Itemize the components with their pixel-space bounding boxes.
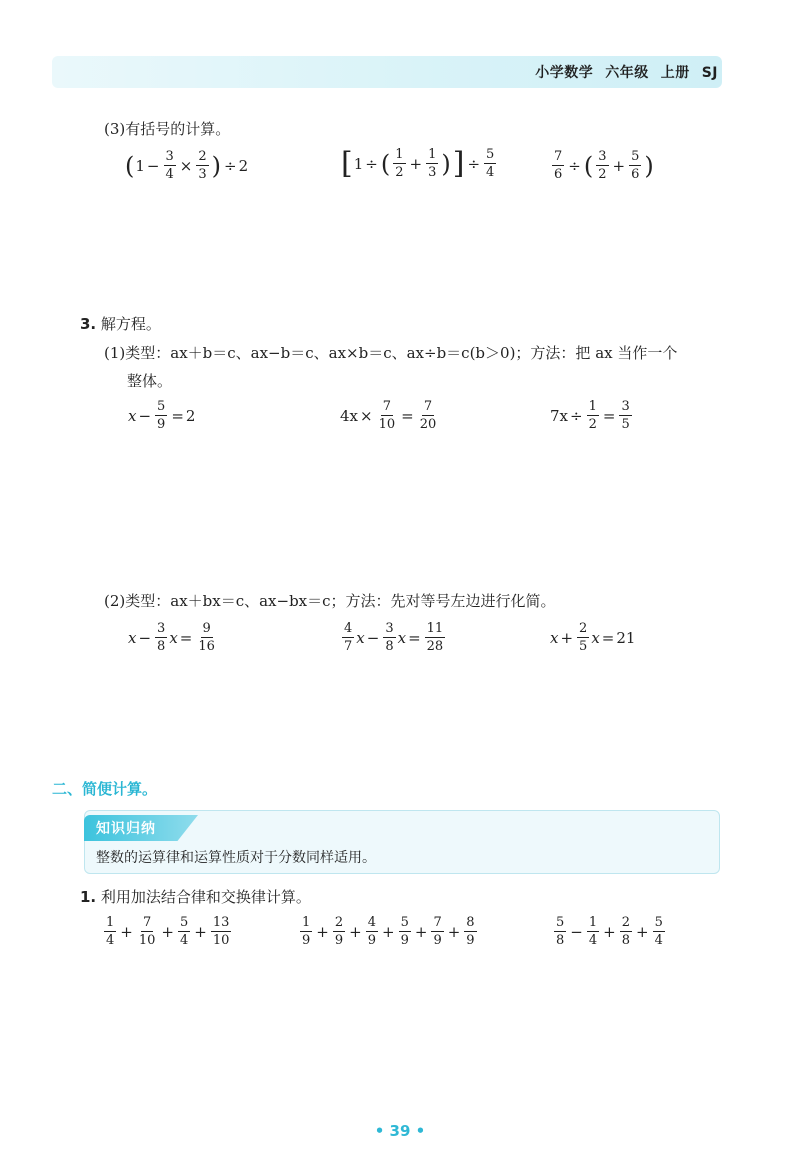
operator: = <box>601 628 615 647</box>
bracket-close: ] <box>452 145 465 181</box>
denominator: 9 <box>157 417 166 432</box>
operator: − <box>570 922 583 941</box>
denominator: 8 <box>157 639 166 654</box>
fraction <box>137 916 158 947</box>
fraction <box>596 150 608 181</box>
numerator: 1 <box>106 915 115 930</box>
operator: + <box>560 628 574 647</box>
variable: x <box>356 628 365 647</box>
part3-problem-3 <box>550 150 655 181</box>
fraction <box>619 400 631 431</box>
denominator: 9 <box>302 933 311 948</box>
denominator: 28 <box>426 639 444 654</box>
fraction <box>196 622 217 653</box>
numerator: 2 <box>198 149 207 164</box>
denominator: 16 <box>198 639 215 654</box>
numerator: 5 <box>631 149 640 164</box>
fraction <box>342 622 354 653</box>
fraction <box>164 150 176 181</box>
numerator: 9 <box>202 621 211 636</box>
term: 7x <box>550 406 569 425</box>
denominator: 4 <box>179 933 189 948</box>
numerator: 5 <box>179 915 189 930</box>
denominator: 5 <box>579 639 588 654</box>
q1-problem-2 <box>298 916 479 947</box>
numerator: 3 <box>621 399 630 414</box>
fraction <box>418 400 439 431</box>
numerator: 2 <box>621 915 630 930</box>
denominator: 2 <box>598 167 607 182</box>
paren-open: ( <box>125 151 135 180</box>
operator: − <box>146 156 160 175</box>
denominator: 10 <box>212 933 230 948</box>
q3-type1-problem-1 <box>128 400 195 431</box>
operator: + <box>612 156 626 175</box>
denominator: 5 <box>621 417 630 432</box>
numerator: 5 <box>157 399 166 414</box>
q1-title: 利用加法结合律和交换律计算。 <box>100 888 311 906</box>
numerator: 1 <box>302 915 311 930</box>
q3-type2-label: (2)类型：ax＋bx＝c、ax−bx＝c；方法：先对等号左边进行化简。 <box>104 592 556 610</box>
denominator: 10 <box>378 417 396 432</box>
fraction <box>399 916 411 947</box>
operator: + <box>636 922 649 941</box>
q3-type2-problem-3 <box>550 622 635 653</box>
denominator: 4 <box>165 167 174 182</box>
operator: ÷ <box>568 156 581 175</box>
fraction <box>155 622 167 653</box>
numerator: 4 <box>344 621 353 636</box>
operator: + <box>409 154 423 173</box>
operator: − <box>366 628 380 647</box>
denominator: 9 <box>466 933 475 948</box>
operator: = <box>179 628 193 647</box>
q3-type2-problem-1 <box>128 622 219 653</box>
q3-heading <box>80 313 161 334</box>
numerator: 4 <box>367 915 376 930</box>
operator: × <box>360 406 373 425</box>
variable: x <box>591 628 600 647</box>
paren-open: ( <box>583 151 594 180</box>
fraction <box>653 916 665 947</box>
knowledge-tab-label: 知识归纳 <box>96 821 156 837</box>
q3-title: 解方程。 <box>100 315 161 333</box>
header-volume: 上册 <box>660 65 690 81</box>
header-title <box>523 62 718 82</box>
denominator: 6 <box>554 167 563 182</box>
q1-problem-3 <box>552 916 667 947</box>
number: 2 <box>185 406 196 425</box>
numerator: 7 <box>142 915 152 930</box>
fraction <box>484 148 496 179</box>
page-number: • 39 • <box>374 1122 426 1140</box>
q3-type2-problem-2 <box>340 622 447 653</box>
fraction <box>104 916 116 947</box>
bracket-open: [ <box>341 145 353 181</box>
fraction <box>552 150 564 181</box>
numerator: 3 <box>598 149 607 164</box>
fraction <box>554 916 566 947</box>
fraction <box>431 916 443 947</box>
fraction <box>196 150 208 181</box>
fraction <box>426 148 438 179</box>
header-subject: 小学数学 <box>535 65 594 81</box>
q3-number: 3. <box>80 315 97 333</box>
fraction <box>629 150 641 181</box>
numerator: 2 <box>334 915 344 930</box>
q1-heading <box>80 886 311 907</box>
denominator: 20 <box>419 417 437 432</box>
denominator: 9 <box>433 933 442 948</box>
denominator: 4 <box>588 933 598 948</box>
operator: ÷ <box>570 406 583 425</box>
q3-type1-label: (1)类型：ax＋b＝c、ax−b＝c、ax×b＝c、ax÷b＝c(b＞0)；方法：把 ax 当作一个 <box>104 344 678 362</box>
numerator: 5 <box>556 915 565 930</box>
paren-open: ( <box>380 149 391 178</box>
q1-number: 1. <box>80 888 97 906</box>
section2-title: 二、简便计算。 <box>52 780 158 798</box>
q1-problem-1 <box>102 916 233 947</box>
operator: + <box>414 922 428 941</box>
operator: = <box>602 406 616 425</box>
denominator: 2 <box>588 417 597 432</box>
fraction <box>178 916 190 947</box>
numerator: 1 <box>395 147 404 162</box>
denominator: 8 <box>556 933 565 948</box>
denominator: 4 <box>106 933 115 948</box>
denominator: 4 <box>654 933 663 948</box>
part3-problem-2 <box>340 145 498 181</box>
header-edition: SJ <box>701 65 718 81</box>
operator: − <box>138 406 152 425</box>
variable: x <box>550 628 559 647</box>
numerator: 1 <box>588 915 598 930</box>
numerator: 7 <box>382 399 391 414</box>
q3-type1-problem-2 <box>340 400 440 431</box>
fraction <box>620 916 632 947</box>
number: 21 <box>616 628 636 647</box>
number: 2 <box>238 156 249 175</box>
operator: = <box>401 406 414 425</box>
number: 1 <box>135 156 145 175</box>
fraction <box>377 400 398 431</box>
operator: + <box>382 922 395 941</box>
numerator: 3 <box>165 149 174 164</box>
paren-close: ) <box>644 151 654 180</box>
numerator: 5 <box>400 915 409 930</box>
denominator: 10 <box>138 933 156 948</box>
q3-type1-label-cont: 整体。 <box>127 372 173 390</box>
fraction <box>587 916 599 947</box>
paren-close: ) <box>211 151 222 180</box>
variable: x <box>128 628 137 647</box>
term: 4x <box>340 406 359 425</box>
paren-close: ) <box>441 149 451 178</box>
numerator: 7 <box>423 399 433 414</box>
header-grade: 六年级 <box>605 65 649 81</box>
numerator: 1 <box>588 399 597 414</box>
operator: ÷ <box>467 154 481 173</box>
knowledge-text: 整数的运算律和运算性质对于分数同样适用。 <box>96 850 376 866</box>
operator: + <box>194 922 207 941</box>
operator: + <box>316 922 329 941</box>
numerator: 7 <box>554 149 563 164</box>
operator: + <box>349 922 362 941</box>
variable: x <box>169 628 178 647</box>
denominator: 4 <box>486 165 495 180</box>
denominator: 8 <box>621 933 630 948</box>
denominator: 3 <box>198 167 207 182</box>
fraction <box>155 400 167 431</box>
operator: ÷ <box>365 154 378 173</box>
numerator: 3 <box>385 621 394 636</box>
q3-type1-problem-3 <box>550 400 634 431</box>
denominator: 9 <box>334 933 344 948</box>
fraction <box>587 400 599 431</box>
numerator: 5 <box>654 915 663 930</box>
operator: + <box>603 922 616 941</box>
denominator: 9 <box>400 933 409 948</box>
fraction <box>577 622 589 653</box>
denominator: 6 <box>631 167 640 182</box>
denominator: 8 <box>385 639 394 654</box>
part3-label: (3)有括号的计算。 <box>104 120 231 138</box>
operator: = <box>408 628 421 647</box>
denominator: 9 <box>367 933 376 948</box>
fraction <box>333 916 345 947</box>
numerator: 3 <box>157 621 166 636</box>
numerator: 13 <box>212 915 230 930</box>
operator: ÷ <box>224 156 237 175</box>
operator: + <box>161 922 174 941</box>
fraction <box>300 916 312 947</box>
operator: + <box>120 922 133 941</box>
operator: + <box>447 922 461 941</box>
numerator: 7 <box>433 915 442 930</box>
number: 1 <box>353 154 364 173</box>
variable: x <box>128 406 137 425</box>
denominator: 2 <box>395 165 404 180</box>
fraction <box>383 622 395 653</box>
fraction <box>464 916 476 947</box>
numerator: 5 <box>486 147 495 162</box>
denominator: 3 <box>428 165 437 180</box>
numerator: 11 <box>426 621 444 636</box>
fraction <box>425 622 446 653</box>
part3-problem-1 <box>124 150 248 181</box>
fraction <box>366 916 378 947</box>
fraction <box>211 916 232 947</box>
numerator: 2 <box>579 621 588 636</box>
fraction <box>393 148 405 179</box>
numerator: 8 <box>466 915 475 930</box>
denominator: 7 <box>344 639 353 654</box>
numerator: 1 <box>428 147 437 162</box>
operator: = <box>171 406 184 425</box>
variable: x <box>397 628 407 647</box>
operator: − <box>138 628 152 647</box>
operator: × <box>179 156 193 175</box>
